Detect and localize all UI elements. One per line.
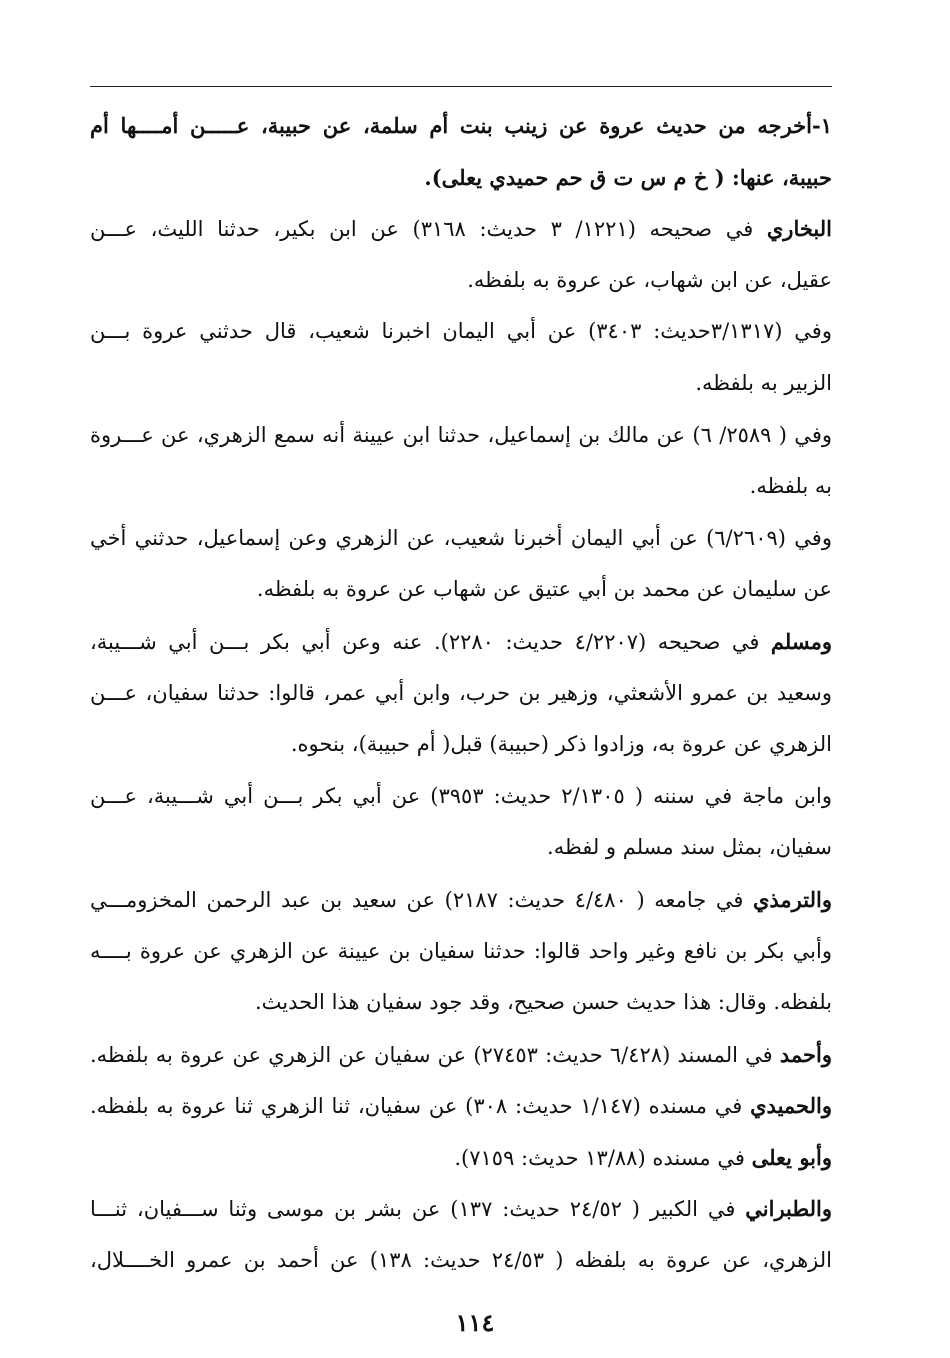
line-text: الزبير به بلفظه. [695, 370, 832, 395]
line-text: وسعيد بن عمرو الأشعثي، وزهير بن حرب، وابن أبي عمر، قالوا: حدثنا سفيان، عـــن [90, 680, 832, 705]
page-number: ١١٤ [455, 1308, 495, 1337]
text-line [90, 1029, 832, 1081]
source-name: وأبو يعلى [751, 1144, 832, 1170]
line-text: في مسنده (١٣/٨٨ حديث: ٧١٥٩). [454, 1145, 752, 1170]
text-line [90, 668, 832, 720]
line-text: في المسند (٦/٤٢٨ حديث: ٢٧٤٥٣) عن سفيان عن الزهري عن عروة به بلفظه. [90, 1042, 780, 1067]
text-line [90, 926, 832, 978]
text-line [90, 822, 832, 874]
line-text: وأبي بكر بن نافع وغير واحد قالوا: حدثنا سفيان بن عيينة عن الزهري عن عروة بــــه [90, 938, 832, 963]
text-line [90, 1080, 832, 1132]
source-name: والطبراني [745, 1196, 832, 1222]
line-text: في الكبير ( ٢٤/٥٢ حديث: ١٣٧) عن بشر بن موسى وثنا ســـفيان، ثنـــا [90, 1197, 746, 1222]
text-line [90, 100, 832, 152]
line-text: بلفظه. وقال: هذا حديث حسن صحيح، وقد جود سفيان هذا الحديث. [254, 990, 832, 1015]
text-line [90, 1132, 832, 1184]
source-name: والترمذي [752, 886, 832, 912]
line-text: وابن ماجة في سننه ( ٢/١٣٠٥ حديث: ٣٩٥٣) عن أبي بكر بـــن أبي شـــيبة، عـــن [90, 783, 832, 808]
line-text: وفي (٦/٢٦٠٩) عن أبي اليمان أخبرنا شعيب، عن الزهري وعن إسماعيل، حدثني أخي [90, 525, 832, 550]
line-text: سفيان، بمثل سند مسلم و لفظه. [547, 835, 832, 860]
line-text: الزهري، عن عروة به بلفظه ( ٢٤/٥٣ حديث: ١٣٨) عن أحمد بن عمرو الخــــلال، [90, 1248, 832, 1273]
text-line [90, 152, 832, 204]
line-text: ١-أخرجه من حديث عروة عن زينب بنت أم سلمة، عن حبيبة، عـــــن أمــــها أم [90, 113, 832, 138]
line-text: في صحيحه (١٢٢١/ ٣ حديث: ٣١٦٨) عن ابن بكير، حدثنا الليث، عـــن [90, 217, 767, 242]
line-text: في جامعه ( ٤/٤٨٠ حديث: ٢١٨٧) عن سعيد بن عبد الرحمن المخزومـــي [90, 887, 753, 912]
header-rule [90, 86, 832, 87]
text-line [90, 255, 832, 307]
source-name: ومسلم [770, 628, 832, 654]
text-line [90, 410, 832, 462]
text-line [90, 1235, 832, 1287]
body-text [90, 100, 832, 1287]
line-text: في صحيحه (٤/٢٢٠٧ حديث: ٢٢٨٠). عنه وعن أبي بكر بـــن أبي شـــيبة، [90, 629, 771, 654]
line-text: عن سليمان عن محمد بن أبي عتيق عن شهاب عن عروة به بلفظه. [256, 577, 832, 602]
text-line [90, 771, 832, 823]
text-line [90, 203, 832, 255]
line-text: في مسنده (١/١٤٧ حديث: ٣٠٨) عن سفيان، ثنا الزهري ثنا عروة به بلفظه. [90, 1094, 751, 1119]
text-line [90, 306, 832, 358]
text-line [90, 719, 832, 771]
line-text: وفي ( ٢٥٨٩/ ٦) عن مالك بن إسماعيل، حدثنا ابن عيينة أنه سمع الزهري، عن عـــروة [90, 422, 832, 447]
line-text: وفي (٣/١٣١٧حديث: ٣٤٠٣) عن أبي اليمان اخبرنا شعيب، قال حدثني عروة بـــن [90, 319, 832, 344]
line-text: به بلفظه. [749, 474, 832, 499]
text-line [90, 977, 832, 1029]
source-name: البخاري [766, 216, 832, 242]
text-line [90, 358, 832, 410]
text-line [90, 461, 832, 513]
source-name: وأحمد [779, 1041, 832, 1067]
source-name: والحميدي [750, 1093, 832, 1119]
text-line [90, 513, 832, 565]
text-line [90, 1183, 832, 1235]
line-text: عقيل، عن ابن شهاب، عن عروة به بلفظه. [467, 267, 832, 292]
line-text: الزهري عن عروة به، وزادوا ذكر (حبيبة) قبل( أم حبيبة)، بنحوه. [290, 732, 832, 757]
line-text: حبيبة، عنها: ( خ م س ت ق حم حميدي يعلى). [424, 164, 832, 190]
text-line [90, 564, 832, 616]
text-line [90, 616, 832, 668]
text-line [90, 874, 832, 926]
